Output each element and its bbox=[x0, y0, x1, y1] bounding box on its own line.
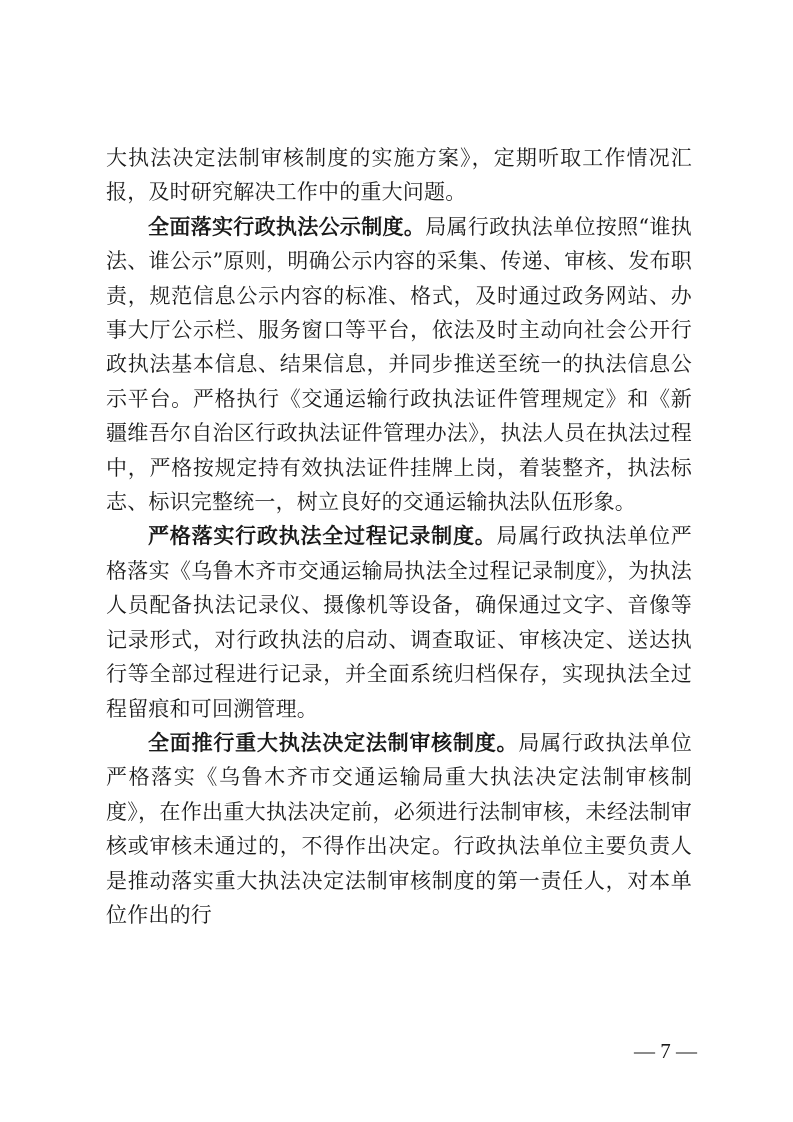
paragraph-text: 局属行政执法单位严格落实《乌鲁木齐市交通运输局执法全过程记录制度》，为执法人员配备执法记录仪、摄像机等设备，确保通过文字、音像等记录形式，对行政执法的启动、调查取证、审核决定、送达执行等全部过程进行记录，并全面系统归档保存，实现执法全过程留痕和可回溯管理。 bbox=[106, 524, 692, 721]
paragraph-text: 局属行政执法单位严格落实《乌鲁木齐市交通运输局重大执法决定法制审核制度》，在作出重大执法决定前，必须进行法制审核，未经法制审核或审核未通过的，不得作出决定。行政执法单位主要负责人是推动落实重大执法决定法制审核制度的第一责任人，对本单位作出的行 bbox=[106, 730, 692, 927]
paragraph-heading: 全面推行重大执法决定法制审核制度。 bbox=[148, 729, 519, 755]
paragraph-heading: 全面落实行政执法公示制度。 bbox=[148, 213, 426, 239]
paragraph-continuation bbox=[106, 141, 692, 210]
document-body bbox=[106, 141, 692, 932]
paragraph-heading: 严格落实行政执法全过程记录制度。 bbox=[148, 523, 497, 549]
paragraph-text: 局属行政执法单位按照“谁执法、谁公示”原则，明确公示内容的采集、传递、审核、发布职责，规范信息公示内容的标准、格式，及时通过政务网站、办事大厅公示栏、服务窗口等平台，依法及时主动向社会公开行政执法基本信息、结果信息，并同步推送至统一的执法信息公示平台。严格执行《交通运输行政执法证件管理规定》和《新疆维吾尔自治区行政执法证件管理办法》，执法人员在执法过程中，严格按规定持有效执法证件挂牌上岗，着装整齐，执法标志、标识完整统一，树立良好的交通运输执法队伍形象。 bbox=[106, 214, 692, 515]
paragraph-enforcement-publicity bbox=[106, 210, 692, 520]
paragraph-text: 大执法决定法制审核制度的实施方案》，定期听取工作情况汇报，及时研究解决工作中的重大问题。 bbox=[106, 146, 692, 205]
paragraph-legal-review bbox=[106, 726, 692, 932]
page-number: — 7 — bbox=[634, 1039, 697, 1063]
paragraph-full-process-recording bbox=[106, 519, 692, 725]
